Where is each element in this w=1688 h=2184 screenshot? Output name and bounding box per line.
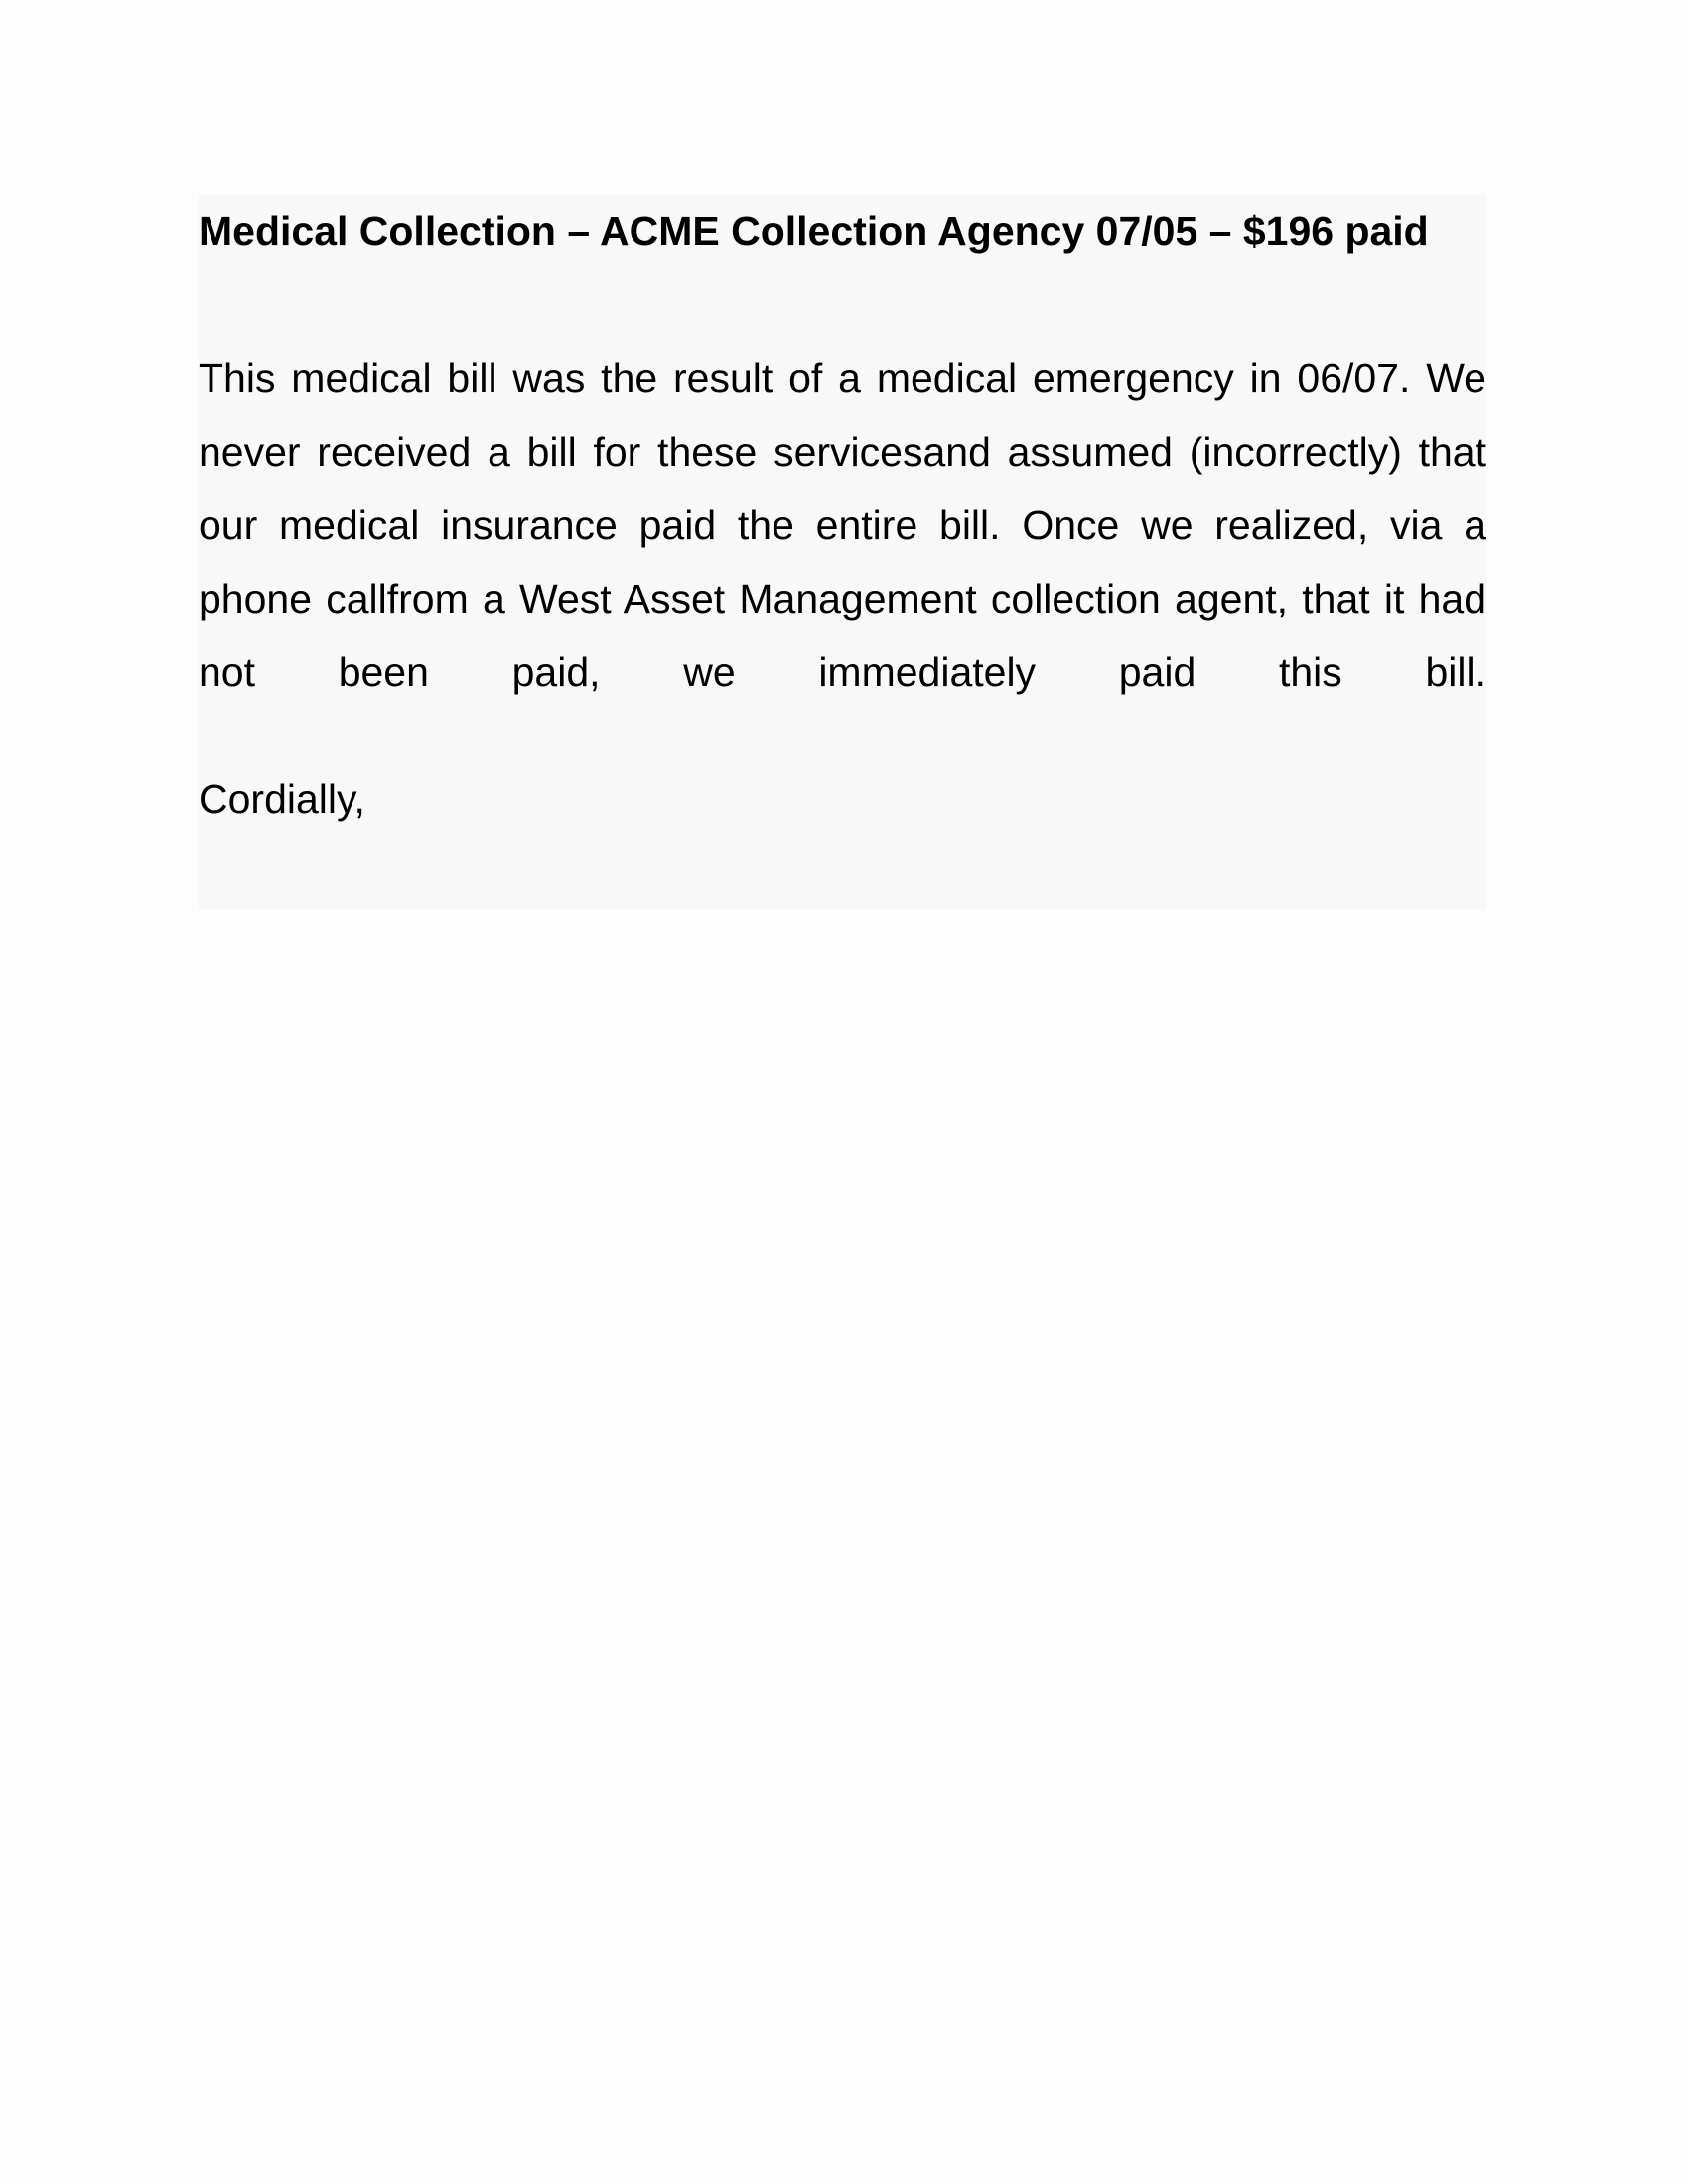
collection-heading: Medical Collection – ACME Collection Agency 07/05 – $196 paid xyxy=(199,208,1429,254)
explanation-paragraph: This medical bill was the result of a medical emergency in 06/07. We never received a bill for these servicesand assumed (incorrectly) that our medical insurance paid the entire bill. Once we realized, via a phone callfrom a West Asset Management collection agent, that it had not been paid, we immediately paid this bill. xyxy=(199,355,1486,695)
letter-text-block xyxy=(199,195,1486,909)
closing-salutation: Cordially, xyxy=(199,776,365,822)
